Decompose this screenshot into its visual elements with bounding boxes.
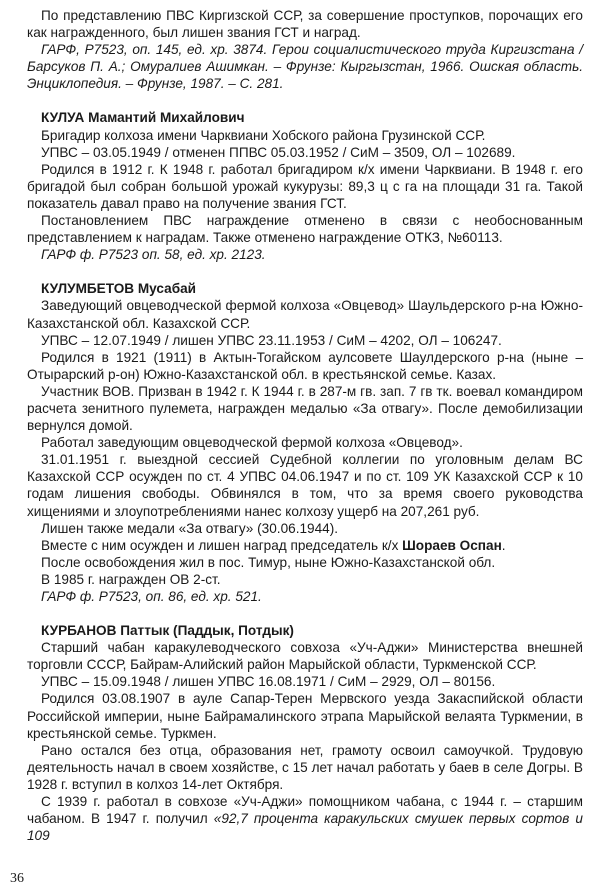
entry-paragraph: После освобождения жил в пос. Тимур, ныне Южно-Казахстанской обл. <box>41 554 496 570</box>
entry-heading: КУРБАНОВ Паттык (Паддык, Потдык) <box>41 623 294 639</box>
text-fragment: Вместе с ним осужден и лишен наград председатель к/х <box>41 537 403 553</box>
person-name: Шораев Оспан <box>402 537 502 553</box>
entry-paragraph: В 1985 г. награжден ОВ 2-ст. <box>41 571 221 587</box>
source-citation: ГАРФ, Р7523, оп. 145, ед. хр. 3874. Герои социалистического труда Киргизстана / Барсуков П. А.; Омуралиев Ашимкан. – Фрунзе: Кыргызстан, 1966. Ошская область. Энциклопедия. – Фрунзе, 1987. – С. 281. <box>27 42 583 92</box>
entry-paragraph: Старший чабан каракулеводческого совхоза «Уч-Аджи» Министерства внешней торговли СССР, Байрам-Алийский район Марыйской области, Туркменской ССР. <box>27 640 583 673</box>
entry-paragraph: Родился в 1921 (1911) в Актын-Тогайском аулсовете Шаулдерского р-на (ныне – Отырарский р-он) Южно-Казахстанской обл. в крестьянской семье. Казах. <box>27 349 583 382</box>
entry-paragraph: Родился 03.08.1907 в ауле Сапар-Терен Мервского уезда Закаспийской области Российской империи, ныне Байрамалинского этрапа Марыйской велаята Туркмении, в крестьянской семье. Туркмен. <box>27 691 583 741</box>
entry-paragraph: УПВС – 03.05.1949 / отменен ППВС 05.03.1952 / СиМ – 3509, ОЛ – 102689. <box>41 144 516 160</box>
entry-paragraph: Родился в 1912 г. К 1948 г. работал бригадиром к/х имени Чарквиани. В 1948 г. его бригадой был собран большой урожай кукурузы: 89,3 ц с га на площади 31 га. Такой показатель давал право на получение звания ГСТ. <box>27 161 583 211</box>
entry-heading: КУЛУМБЕТОВ Мусабай <box>41 281 197 297</box>
entry-paragraph: Заведующий овцеводческой фермой колхоза «Овцевод» Шаульдерского р-на Южно-Казахстанской обл. Казахской ССР. <box>27 298 583 331</box>
entry-paragraph: Работал заведующим овцеводческой фермой колхоза «Овцевод». <box>41 435 463 451</box>
entry-paragraph: Постановлением ПВС награждение отменено в связи с необоснованным представлением к наградам. Также отменено награждение ОТКЗ, №60113. <box>27 213 583 246</box>
entry-paragraph: УПВС – 12.07.1949 / лишен УПВС 23.11.1953 / СиМ – 4202, ОЛ – 106247. <box>41 332 502 348</box>
entry-paragraph: 31.01.1951 г. выездной сессией Судебной коллегии по уголовным делам ВС Казахской ССР осужден по ст. 4 УПВС 04.06.1947 и по ст. 109 УК Казахской ССР к 10 годам лишения свободы. Обвинялся в том, что за время своего руководства хищениями и злоупотреблениями нанес колхозу ущерб на 207,261 руб. <box>27 452 583 519</box>
entry-paragraph <box>27 793 583 844</box>
text-fragment: С 1939 г. работал в совхозе «Уч-Аджи» помощником чабана, с 1944 г. – старшим чабаном. В 1947 г. получил <box>27 794 583 827</box>
entry-paragraph: Участник ВОВ. Призван в 1942 г. К 1944 г. в 287-м гв. зап. 7 гв тк. воевал командиром расчета зенитного пулемета, награжден медалью «За отвагу». После демобилизации вернулся домой. <box>27 383 583 434</box>
source-citation: ГАРФ ф. Р7523 оп. 58, ед. хр. 2123. <box>41 247 266 263</box>
entry-paragraph: Лишен также медали «За отвагу» (30.06.1944). <box>41 520 339 536</box>
document-page <box>27 7 583 844</box>
intro-paragraph: По представлению ПВС Киргизской ССР, за совершение проступков, порочащих его как награжденного, был лишен звания ГСТ и наград. <box>27 8 583 41</box>
text-fragment: . <box>501 537 506 553</box>
entry-paragraph <box>27 537 583 554</box>
source-citation: ГАРФ ф. Р7523, оп. 86, ед. хр. 521. <box>41 589 262 604</box>
entry-paragraph: Рано остался без отца, образования нет, грамоту освоил самоучкой. Трудовую деятельность начал в своем хозяйстве, с 15 лет начал работать у баев в селе Догры. В 1928 г. вступил в колхоз 14-лет Октября. <box>27 742 583 792</box>
page-number: 36 <box>10 871 24 886</box>
quotation: «92,7 процента каракульских смушек первых сортов и 109 <box>27 811 583 844</box>
entry-paragraph: УПВС – 15.09.1948 / лишен УПВС 16.08.1971 / СиМ – 2929, ОЛ – 80156. <box>41 674 496 690</box>
entry-heading: КУЛУА Мамантий Михайлович <box>41 110 245 126</box>
entry-paragraph: Бригадир колхоза имени Чарквиани Хобского района Грузинской ССР. <box>41 127 486 143</box>
